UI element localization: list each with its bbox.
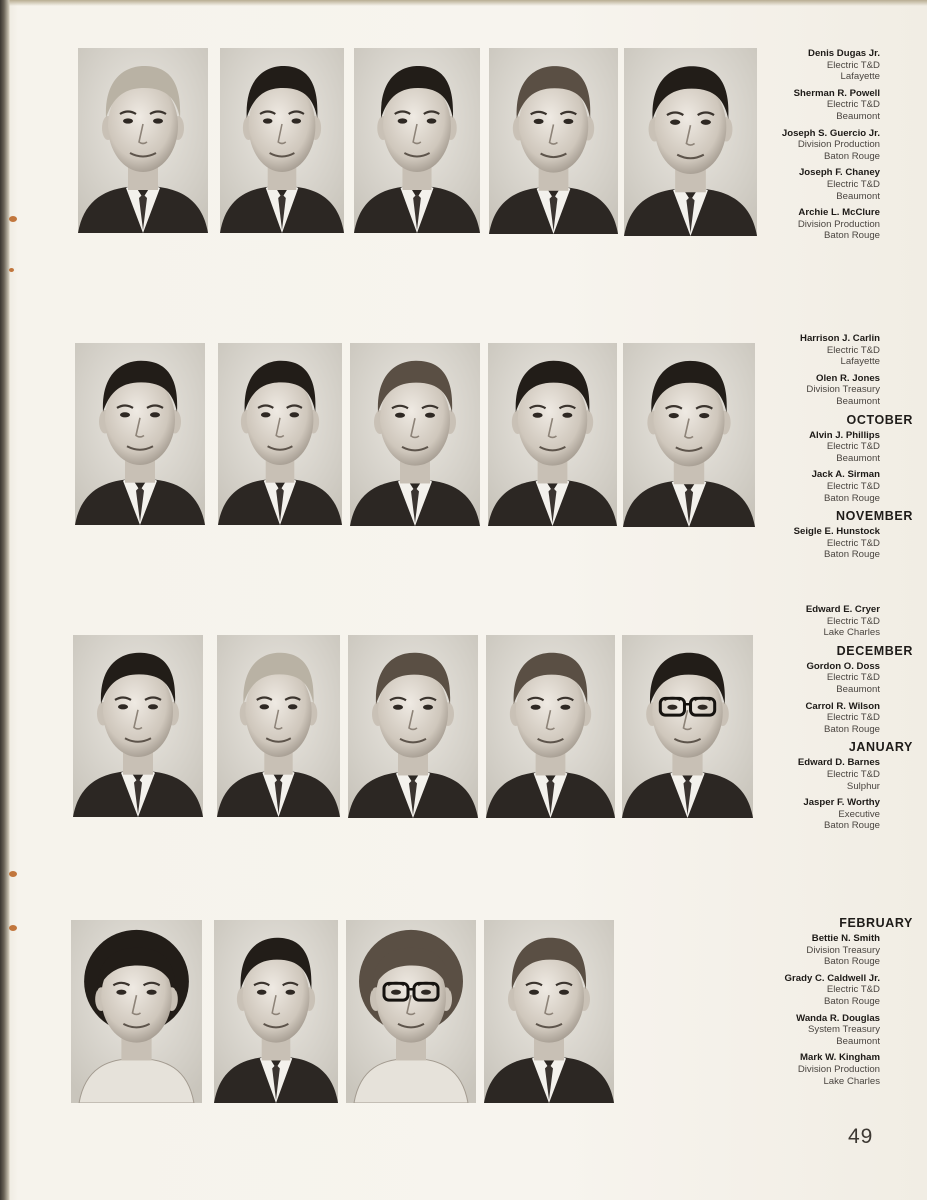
- person-location: Baton Rouge: [823, 549, 880, 561]
- person-department: Division Treasury: [806, 384, 880, 396]
- portrait-photo: [484, 920, 614, 1103]
- person-name: Olen R. Jones: [816, 372, 880, 384]
- person-department: Division Production: [797, 1063, 880, 1075]
- person-entry: [700, 604, 880, 639]
- portrait-photo: [73, 635, 203, 817]
- portrait-photo: [489, 48, 618, 234]
- person-department: Electric T&D: [826, 99, 880, 111]
- person-entry: [700, 88, 880, 123]
- person-location: Lake Charles: [823, 1075, 880, 1087]
- name-column-row-4: [700, 914, 913, 1092]
- person-name: Sherman R. Powell: [793, 87, 880, 99]
- person-location: Lake Charles: [823, 627, 880, 639]
- portrait-photo: [486, 635, 615, 818]
- staple-stain: [9, 216, 17, 222]
- person-entry: [700, 933, 880, 968]
- person-location: Baton Rouge: [823, 230, 880, 242]
- name-column-row-3: [700, 604, 913, 837]
- person-entry: [700, 757, 880, 792]
- person-name: Archie L. McClure: [798, 207, 880, 219]
- person-entry: [700, 207, 880, 242]
- person-location: Baton Rouge: [823, 956, 880, 968]
- person-name: Bettie N. Smith: [811, 933, 880, 944]
- month-heading: FEBRUARY: [839, 916, 913, 930]
- person-location: Baton Rouge: [823, 492, 880, 504]
- person-department: Division Production: [797, 218, 880, 230]
- person-department: Electric T&D: [826, 712, 880, 724]
- person-entry: [700, 701, 880, 736]
- person-department: Electric T&D: [826, 768, 880, 780]
- month-heading: NOVEMBER: [835, 509, 913, 524]
- portrait-photo: [350, 343, 480, 526]
- person-name: Gordon O. Doss: [806, 660, 880, 672]
- person-name: Carrol R. Wilson: [805, 700, 880, 712]
- month-heading: OCTOBER: [846, 412, 913, 427]
- person-department: Division Production: [797, 139, 880, 151]
- portrait-photo: [214, 920, 338, 1103]
- person-department: Electric T&D: [826, 344, 880, 356]
- month-heading: JANUARY: [848, 740, 913, 755]
- person-name: Jasper F. Worthy: [803, 797, 880, 809]
- person-entry: [700, 797, 880, 832]
- person-name: Mark W. Kingham: [800, 1052, 880, 1064]
- person-entry: [700, 373, 880, 408]
- staple-stain: [9, 268, 14, 272]
- person-name: Seigle E. Hunstock: [793, 526, 880, 538]
- portrait-photo: [354, 48, 480, 233]
- person-location: Beaumont: [836, 190, 880, 202]
- person-entry: [700, 333, 880, 368]
- person-entry: [700, 469, 880, 504]
- person-name: Harrison J. Carlin: [800, 333, 880, 344]
- person-entry: [700, 128, 880, 163]
- person-department: Electric T&D: [826, 480, 880, 492]
- person-department: Electric T&D: [826, 441, 880, 453]
- person-entry: [700, 430, 880, 465]
- person-name: Wanda R. Douglas: [796, 1012, 880, 1024]
- name-column-row-2: [700, 333, 913, 566]
- portrait-photo: [346, 920, 476, 1103]
- portrait-photo: [217, 635, 340, 817]
- person-name: Edward D. Barnes: [797, 757, 880, 769]
- person-location: Lafayette: [840, 71, 880, 83]
- person-name: Joseph S. Guercio Jr.: [781, 127, 880, 139]
- month-heading: DECEMBER: [836, 643, 913, 658]
- name-column-row-1: [700, 48, 880, 247]
- person-entry: [700, 1013, 880, 1048]
- person-name: Denis Dugas Jr.: [808, 48, 880, 59]
- person-department: System Treasury: [808, 1024, 880, 1036]
- person-location: Baton Rouge: [823, 723, 880, 735]
- person-department: Electric T&D: [826, 178, 880, 190]
- person-location: Lafayette: [840, 356, 880, 368]
- portrait-photo: [75, 343, 205, 525]
- person-location: Beaumont: [836, 395, 880, 407]
- person-location: Baton Rouge: [823, 995, 880, 1007]
- page-top-edge: [0, 0, 927, 6]
- person-location: Baton Rouge: [823, 150, 880, 162]
- person-location: Sulphur: [846, 780, 880, 792]
- person-name: Alvin J. Phillips: [809, 429, 880, 441]
- staple-stain: [9, 871, 17, 877]
- portrait-photo: [78, 48, 208, 233]
- staple-stain: [9, 925, 17, 931]
- person-department: Electric T&D: [826, 615, 880, 627]
- person-entry: [700, 48, 880, 83]
- portrait-photo: [220, 48, 344, 233]
- portrait-photo: [218, 343, 342, 525]
- person-entry: [700, 1052, 880, 1087]
- page-binding: [0, 0, 10, 1200]
- person-location: Beaumont: [836, 110, 880, 122]
- person-department: Electric T&D: [826, 672, 880, 684]
- portrait-photo: [348, 635, 478, 818]
- person-entry: [700, 661, 880, 696]
- portrait-photo: [488, 343, 617, 526]
- person-name: Joseph F. Chaney: [798, 167, 880, 179]
- person-department: Electric T&D: [826, 984, 880, 996]
- person-entry: [700, 526, 880, 561]
- person-name: Edward E. Cryer: [805, 604, 880, 615]
- portrait-photo: [71, 920, 202, 1103]
- person-entry: [700, 973, 880, 1008]
- person-location: Baton Rouge: [823, 820, 880, 832]
- person-entry: [700, 167, 880, 202]
- person-name: Jack A. Sirman: [811, 469, 880, 481]
- person-location: Beaumont: [836, 683, 880, 695]
- person-name: Grady C. Caldwell Jr.: [784, 972, 880, 984]
- person-location: Beaumont: [836, 1035, 880, 1047]
- page-number: 49: [848, 1125, 874, 1148]
- person-department: Electric T&D: [826, 537, 880, 549]
- person-department: Executive: [838, 808, 880, 820]
- person-location: Beaumont: [836, 452, 880, 464]
- person-department: Division Treasury: [806, 944, 880, 956]
- person-department: Electric T&D: [826, 59, 880, 71]
